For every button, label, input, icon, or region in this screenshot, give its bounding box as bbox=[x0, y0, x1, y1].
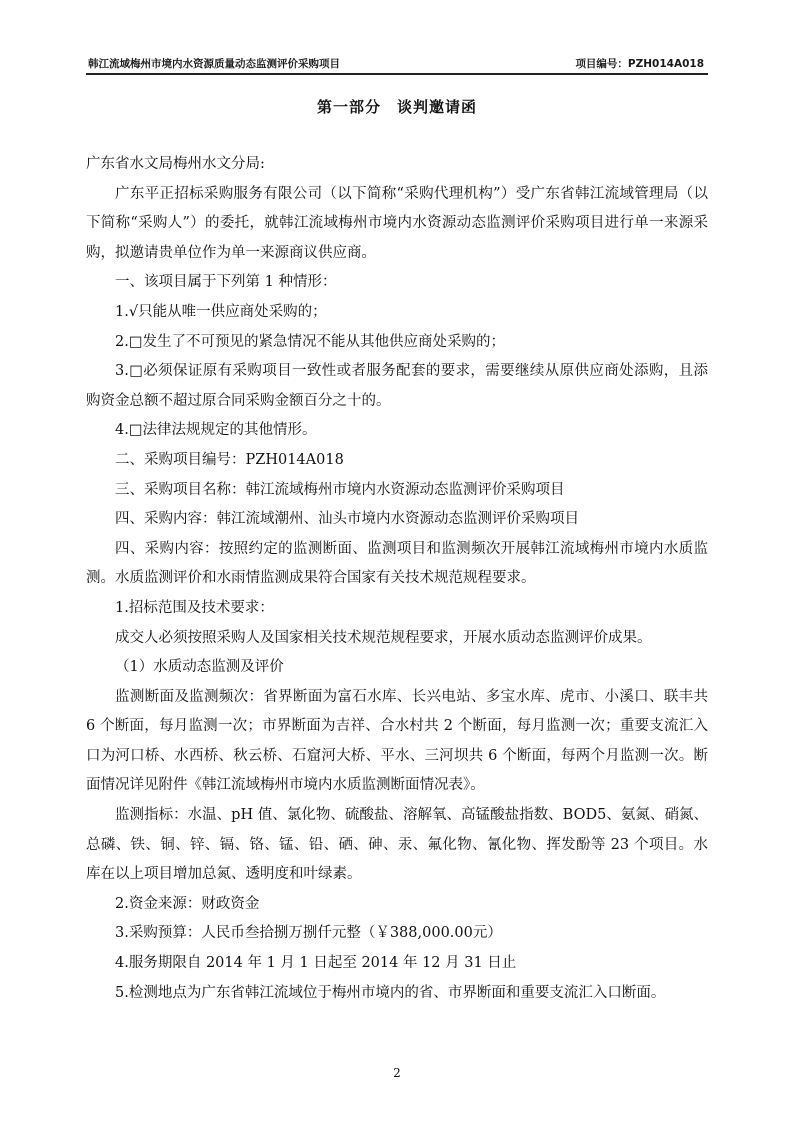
option-2: 2.□发生了不可预见的紧急情况不能从其他供应商处采购的； bbox=[115, 333, 506, 350]
scope-heading: 1.招标范围及技术要求： bbox=[115, 599, 274, 616]
budget: 3.采购预算：人民币叁拾捌万捌仟元整（￥388,000.00元） bbox=[115, 925, 502, 942]
scope-requirement: 成交人必须按照采购人及国家相关技术规范规程要求，开展水质动态监测评价成果。 bbox=[115, 629, 652, 646]
section-title: 第一部分 谈判邀请函 bbox=[316, 98, 477, 116]
header-divider bbox=[86, 73, 708, 75]
funding-source: 2.资金来源：财政资金 bbox=[115, 895, 260, 912]
clause-content-b: 四、采购内容：按照约定的监测断面、监测项目和监测频次开展韩江流域梅州市境内水质监测。水质监测评价和水雨情监测成果符合国家有关技术规范规程要求。 bbox=[86, 540, 708, 587]
monitoring-indicators-paragraph: 监测指标：水温、pH 值、氯化物、硫酸盐、溶解氧、高锰酸盐指数、BOD5、氨氮、硝氮、总磷、铁、铜、锌、镉、铬、锰、铅、硒、砷、汞、氟化物、氰化物、挥发酚等 23 个项目。水库在以上项目增加总氮、透明度和叶绿素。 bbox=[86, 807, 708, 883]
clause-content-a: 四、采购内容：韩江流域潮州、汕头市境内水资源动态监测评价采购项目 bbox=[115, 511, 579, 528]
body-text bbox=[86, 150, 708, 1008]
header-project-number: 项目编号：PZH014A018 bbox=[575, 58, 704, 70]
clause-1-heading: 一、该项目属于下列第 1 种情形： bbox=[115, 274, 337, 291]
clause-project-number: 二、采购项目编号：PZH014A018 bbox=[115, 451, 344, 468]
addressee-line: 广东省水文局梅州水文分局: bbox=[86, 156, 265, 172]
option-1: 1.√只能从唯一供应商处采购的； bbox=[115, 303, 327, 320]
clause-project-name: 三、采购项目名称：韩江流域梅州市境内水资源动态监测评价采购项目 bbox=[115, 481, 565, 498]
intro-paragraph: 广东平正招标采购服务有限公司（以下简称“采购代理机构”）受广东省韩江流域管理局（以下简称“采购人”）的委托，就韩江流域梅州市境内水资源动态监测评价采购项目进行单一来源采购，拟邀请贵单位作为单一来源商议供应商。 bbox=[86, 185, 708, 261]
service-period: 4.服务期限自 2014 年 1 月 1 日起至 2014 年 12 月 31 日止 bbox=[115, 955, 517, 972]
header-project-title: 韩江流域梅州市境内水资源质量动态监测评价采购项目 bbox=[88, 58, 340, 70]
subsection-heading: （1）水质动态监测及评价 bbox=[115, 659, 284, 676]
page-number: 2 bbox=[393, 1066, 401, 1080]
test-location: 5.检测地点为广东省韩江流域位于梅州市境内的省、市界断面和重要支流汇入口断面。 bbox=[115, 984, 666, 1001]
monitoring-sections-paragraph: 监测断面及监测频次：省界断面为富石水库、长兴电站、多宝水库、虎市、小溪口、联丰共 6 个断面，每月监测一次；市界断面为吉祥、合水村共 2 个断面，每月监测一次；重要支流汇入口为河口桥、水西桥、秋云桥、石窟河大桥、平水、三河坝共 6 个断面，每两个月监测一次。断面情况详见附件《韩江流域梅州市境内水质监测断面情况表》。 bbox=[86, 688, 708, 794]
option-4: 4.□法律法规规定的其他情形。 bbox=[115, 422, 317, 439]
running-header bbox=[86, 56, 708, 72]
option-3: 3.□必须保证原有采购项目一致性或者服务配套的要求，需要继续从原供应商处添购，且添购资金总额不超过原合同采购金额百分之十的。 bbox=[86, 363, 708, 409]
